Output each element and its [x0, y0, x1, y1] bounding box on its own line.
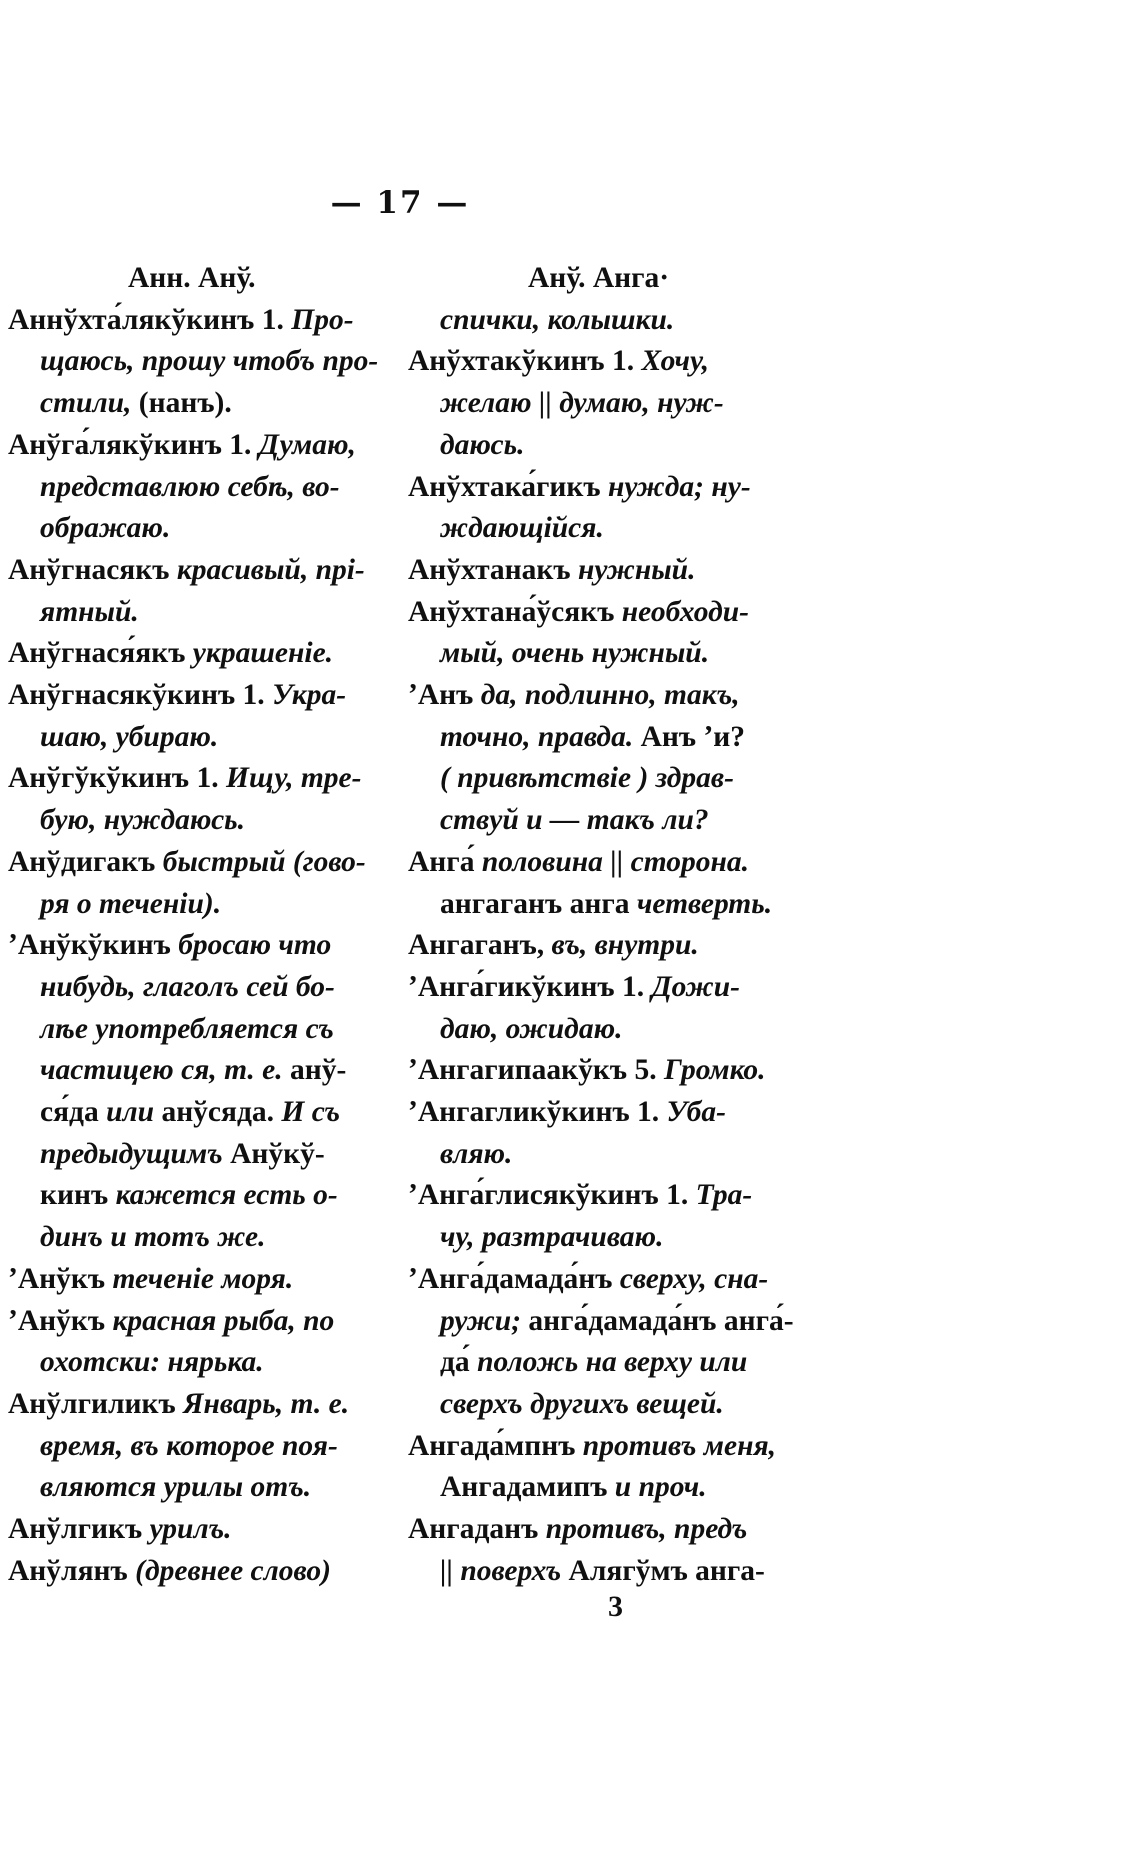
entry-line [8, 925, 378, 967]
headword: кинъ [40, 1179, 116, 1212]
dictionary-entry [8, 1384, 378, 1509]
definition: бросаю что [178, 929, 332, 962]
headword: ʼАнўкўкинъ [8, 929, 179, 962]
entry-line [408, 967, 780, 1009]
entry-line [8, 717, 378, 759]
entry-line [8, 884, 378, 926]
entry-line [8, 508, 378, 550]
right-entries [408, 300, 794, 1593]
definition: || поверхъ [440, 1554, 569, 1587]
definition: даю, ожидаю. [440, 1012, 623, 1045]
definition: Ищу, тре- [226, 762, 362, 795]
definition: предыдущимъ [40, 1137, 231, 1170]
entry-line [408, 1092, 780, 1134]
definition: И съ [281, 1096, 340, 1129]
entry-line [8, 842, 378, 884]
headword: (нанъ). [138, 387, 232, 420]
headword: Ангаганъ, [408, 929, 552, 962]
entry-line [8, 800, 378, 842]
definition: ружи; [440, 1304, 529, 1337]
definition: кажется есть о- [115, 1179, 338, 1212]
entry-line [8, 1426, 378, 1468]
headword: ангаганъ анга [440, 887, 637, 920]
dictionary-entry [408, 341, 780, 466]
entry-line [8, 1175, 378, 1217]
right-column-header: Анў. Анга· [528, 262, 670, 294]
dictionary-entry [408, 1426, 780, 1509]
definition: красная рыба, по [112, 1304, 335, 1337]
entry-line [408, 341, 780, 383]
headword: Анўга́лякўкинъ 1. [8, 428, 259, 461]
definition: точно, правда. [440, 720, 641, 753]
entry-line [8, 467, 378, 509]
dictionary-entry [408, 1259, 794, 1426]
definition: мый, очень нужный. [440, 637, 710, 670]
headword: Анўкў- [230, 1137, 325, 1170]
entry-line [408, 1467, 780, 1509]
headword: ся́да [40, 1096, 107, 1129]
entry-line [408, 1426, 780, 1468]
headword: Анўгнасякўкинъ 1. [8, 679, 273, 712]
definition: Уба- [666, 1096, 726, 1129]
dictionary-entry [408, 967, 780, 1050]
dictionary-entry [408, 1050, 780, 1092]
definition: представлюю себѣ, во- [40, 470, 340, 503]
dictionary-entry [8, 1301, 378, 1384]
entry-line [408, 1259, 780, 1301]
entry-line [8, 1217, 378, 1259]
entry-line [408, 1551, 780, 1593]
entry-line [8, 425, 378, 467]
dictionary-entry [8, 425, 378, 550]
headword: анўсяда. [161, 1096, 282, 1129]
headword: Анўлгикъ [8, 1513, 150, 1546]
definition: ( привѣтствіе ) здрав- [440, 762, 734, 795]
definition: желаю || думаю, нуж- [440, 387, 724, 420]
left-entries [8, 300, 378, 1593]
headword: Анўгўкўкинъ 1. [8, 762, 227, 795]
headword: анга́дамада́нъ анга́- [528, 1304, 794, 1337]
definition: украшеніе. [192, 637, 334, 670]
definition: въ, внутри. [551, 929, 699, 962]
definition: Думаю, [258, 428, 356, 461]
entry-line [408, 1009, 780, 1051]
entry-line [8, 1467, 378, 1509]
definition: (древнее слово) [135, 1554, 331, 1587]
left-column-header: Анн. Анў. [128, 262, 256, 294]
entry-line [408, 1384, 780, 1426]
entry-line [408, 508, 780, 550]
headword: ʼАнга́глисякўкинъ 1. [408, 1179, 696, 1212]
dictionary-entry [8, 925, 378, 1259]
definition: теченіе моря. [112, 1262, 294, 1295]
entry-line [8, 341, 378, 383]
entry-line [8, 1134, 378, 1176]
entry-line [8, 758, 378, 800]
definition: Тра- [695, 1179, 753, 1212]
headword: Анўхтака́гикъ [408, 470, 608, 503]
headword: ʼАнга́гикўкинъ 1. [408, 970, 652, 1003]
headword: Алягўмъ анга- [568, 1554, 765, 1587]
entry-line [408, 1217, 780, 1259]
definition: сверху, сна- [619, 1262, 769, 1295]
entry-line [8, 383, 378, 425]
dictionary-entry [408, 675, 780, 842]
definition: половина || сторона. [481, 845, 749, 878]
entry-line [408, 1509, 780, 1551]
headword: анў- [290, 1054, 347, 1087]
entry-line [8, 1259, 378, 1301]
headword: Анўдигакъ [8, 845, 163, 878]
dictionary-entry [8, 675, 378, 758]
headword: ʼАнга́дамада́нъ [408, 1262, 620, 1295]
definition: время, въ которое поя- [40, 1429, 338, 1462]
definition: вляются урилы отъ. [40, 1471, 312, 1504]
dictionary-entry [408, 842, 780, 925]
definition: положь на верху или [477, 1346, 748, 1379]
definition: стили, [40, 387, 139, 420]
entry-line [408, 592, 780, 634]
entry-line [408, 467, 780, 509]
definition: да, подлинно, такъ, [480, 679, 740, 712]
entry-line [408, 1301, 794, 1343]
headword: ʼАнгагликўкинъ 1. [408, 1096, 667, 1129]
definition: четверть. [636, 887, 773, 920]
definition: Громко. [663, 1054, 766, 1087]
headword: ʼАнўкъ [8, 1262, 113, 1295]
definition: охотски: нярька. [40, 1346, 264, 1379]
entry-line [8, 633, 378, 675]
entry-line [8, 1551, 378, 1593]
definition: ствуй и — такъ ли? [440, 804, 709, 837]
headword: ʼАнўкъ [8, 1304, 113, 1337]
headword: Ангаданъ [408, 1513, 546, 1546]
definition: даюсь. [440, 428, 525, 461]
dictionary-entry [8, 300, 378, 425]
dictionary-entry [8, 1259, 378, 1301]
entry-line [408, 633, 780, 675]
headword: Анўгнасякъ [8, 553, 177, 586]
definition: нибудь, глаголъ сей бо- [40, 970, 335, 1003]
definition: бую, нуждаюсь. [40, 804, 246, 837]
entry-line [408, 717, 780, 759]
definition: Дожи- [651, 970, 740, 1003]
headword: Ангадамипъ [440, 1471, 615, 1504]
entry-line [8, 1509, 378, 1551]
definition: урилъ. [149, 1513, 232, 1546]
definition: Хочу, [641, 345, 710, 378]
entry-line [408, 758, 780, 800]
definition: необходи- [621, 595, 750, 628]
entry-line [408, 842, 780, 884]
headword: Анъ ʼи? [640, 720, 746, 753]
entry-line [408, 1050, 780, 1092]
definition: ря о теченіи). [40, 887, 222, 920]
entry-line [408, 1175, 780, 1217]
headword: Анўхтанакъ [408, 553, 578, 586]
definition: Январь, т. е. [183, 1387, 350, 1420]
entry-line [8, 1301, 378, 1343]
entry-line [8, 1009, 378, 1051]
dictionary-entry [8, 550, 378, 633]
definition: ждающійся. [440, 512, 604, 545]
entry-line [8, 1342, 378, 1384]
definition: спички, колышки. [440, 303, 675, 336]
dictionary-entry [408, 1509, 780, 1592]
definition: или [106, 1096, 162, 1129]
entry-line [408, 383, 780, 425]
definition: Укра- [272, 679, 347, 712]
definition: шаю, убираю. [40, 720, 219, 753]
entry-line [8, 1050, 378, 1092]
dictionary-entry [8, 1509, 378, 1551]
definition: быстрый (гово- [162, 845, 366, 878]
page-number: — 17 — [330, 185, 470, 221]
dictionary-entry [408, 300, 780, 342]
entry-line [8, 592, 378, 634]
entry-line [408, 425, 780, 467]
dictionary-entry [408, 550, 780, 592]
headword: Анўхтана́ўсякъ [408, 595, 622, 628]
headword: Анўлянъ [8, 1554, 136, 1587]
headword: Анга́ [408, 845, 482, 878]
dictionary-entry [408, 467, 780, 550]
entry-line [408, 300, 780, 342]
entry-line [8, 1384, 378, 1426]
headword: Анўгнася́якъ [8, 637, 193, 670]
definition: динъ и тотъ же. [40, 1221, 266, 1254]
entry-line [8, 675, 378, 717]
definition: красивый, прі- [176, 553, 365, 586]
definition: ятный. [40, 595, 139, 628]
dictionary-entry [8, 1551, 378, 1593]
headword: Анўлгиликъ [8, 1387, 184, 1420]
dictionary-entry [8, 842, 378, 925]
definition: лѣе употребляется съ [40, 1012, 334, 1045]
entry-line [8, 1092, 378, 1134]
dictionary-entry [8, 758, 378, 841]
dictionary-entry [408, 1092, 780, 1175]
definition: щаюсь, прошу чтобъ про- [40, 345, 379, 378]
headword: Аннўхта́лякўкинъ 1. [8, 303, 292, 336]
headword: ʼАнъ [408, 679, 481, 712]
signature-mark: 3 [608, 1590, 623, 1623]
definition: нужный. [578, 553, 696, 586]
headword: Анўхтакўкинъ 1. [408, 345, 642, 378]
entry-line [8, 300, 378, 342]
definition: Про- [291, 303, 354, 336]
definition: противъ, предъ [545, 1513, 748, 1546]
definition: ображаю. [40, 512, 171, 545]
entry-line [8, 550, 378, 592]
entry-line [408, 1342, 780, 1384]
dictionary-entry [408, 1175, 780, 1258]
definition: вляю. [440, 1137, 513, 1170]
dictionary-entry [408, 925, 780, 967]
dictionary-entry [8, 633, 378, 675]
definition: нужда; ну- [607, 470, 751, 503]
definition: сверхъ другихъ вещей. [440, 1387, 724, 1420]
entry-line [408, 675, 780, 717]
dictionary-entry [408, 592, 780, 675]
entry-line [408, 800, 780, 842]
entry-line [408, 1134, 780, 1176]
headword: Ангада́мпнъ [408, 1429, 583, 1462]
definition: и проч. [614, 1471, 707, 1504]
headword: да́ [440, 1346, 478, 1379]
entry-line [8, 967, 378, 1009]
entry-line [408, 925, 780, 967]
right-column [408, 258, 794, 1593]
entry-line [408, 550, 780, 592]
left-column [8, 258, 378, 1593]
definition: частицею ся, т. е. [40, 1054, 291, 1087]
definition: чу, разтрачиваю. [440, 1221, 664, 1254]
headword: ʼАнгагипаакўкъ 5. [408, 1054, 664, 1087]
definition: противъ меня, [582, 1429, 777, 1462]
entry-line [408, 884, 780, 926]
